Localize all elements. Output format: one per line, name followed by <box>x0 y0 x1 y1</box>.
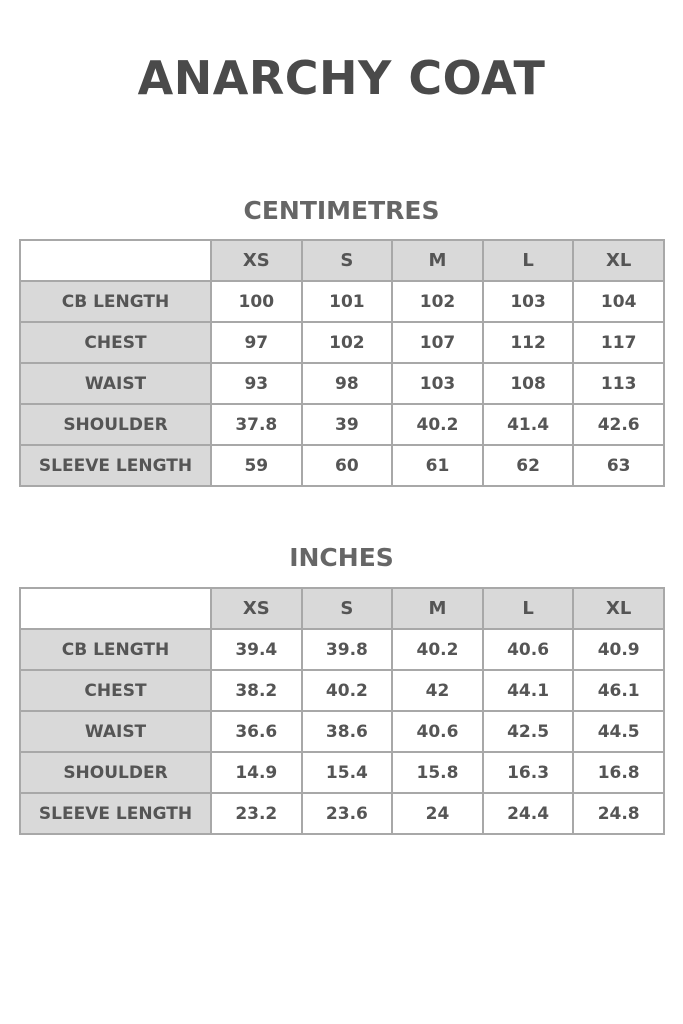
table-cell: 15.8 <box>392 752 483 793</box>
table-cell: 41.4 <box>483 404 574 445</box>
row-label: WAIST <box>20 711 211 752</box>
table-cell: 24.8 <box>573 793 664 834</box>
table-cell: 40.9 <box>573 629 664 670</box>
table-row <box>20 363 664 404</box>
size-header-xs: XS <box>211 240 302 281</box>
row-label: SHOULDER <box>20 404 211 445</box>
size-header-l: L <box>483 240 574 281</box>
row-label: WAIST <box>20 363 211 404</box>
inches-size-table <box>19 587 665 835</box>
table-cell: 62 <box>483 445 574 486</box>
size-header-l: L <box>483 588 574 629</box>
table-cell: 37.8 <box>211 404 302 445</box>
table-cell: 44.5 <box>573 711 664 752</box>
table-cell: 24.4 <box>483 793 574 834</box>
table-cell: 14.9 <box>211 752 302 793</box>
size-header-xl: XL <box>573 588 664 629</box>
size-header-m: M <box>392 588 483 629</box>
table-cell: 23.6 <box>302 793 393 834</box>
table-cell: 39.4 <box>211 629 302 670</box>
table-cell: 103 <box>483 281 574 322</box>
table-cell: 38.6 <box>302 711 393 752</box>
table-cell: 97 <box>211 322 302 363</box>
table-row <box>20 752 664 793</box>
table-cell: 24 <box>392 793 483 834</box>
table-cell: 59 <box>211 445 302 486</box>
table-cell: 16.8 <box>573 752 664 793</box>
table-cell: 63 <box>573 445 664 486</box>
row-label: CHEST <box>20 322 211 363</box>
table-row <box>20 322 664 363</box>
table-cell: 15.4 <box>302 752 393 793</box>
table-row <box>20 445 664 486</box>
table-cell: 100 <box>211 281 302 322</box>
table-row <box>20 629 664 670</box>
table-row <box>20 670 664 711</box>
table-row <box>20 281 664 322</box>
row-label: SLEEVE LENGTH <box>20 445 211 486</box>
table-cell: 40.6 <box>483 629 574 670</box>
table-cell: 98 <box>302 363 393 404</box>
table-cell: 117 <box>573 322 664 363</box>
centimetres-size-table <box>19 239 665 487</box>
table-cell: 104 <box>573 281 664 322</box>
table-cell: 108 <box>483 363 574 404</box>
table-cell: 36.6 <box>211 711 302 752</box>
centimetres-heading: CENTIMETRES <box>243 196 440 225</box>
table-cell: 42.6 <box>573 404 664 445</box>
table-corner-cell <box>20 588 211 629</box>
size-header-xl: XL <box>573 240 664 281</box>
table-cell: 16.3 <box>483 752 574 793</box>
table-header-row <box>20 240 664 281</box>
table-cell: 103 <box>392 363 483 404</box>
table-cell: 93 <box>211 363 302 404</box>
table-cell: 42.5 <box>483 711 574 752</box>
table-cell: 113 <box>573 363 664 404</box>
table-cell: 102 <box>302 322 393 363</box>
table-cell: 102 <box>392 281 483 322</box>
inches-heading: INCHES <box>289 543 394 572</box>
table-cell: 61 <box>392 445 483 486</box>
table-header-row <box>20 588 664 629</box>
table-cell: 39 <box>302 404 393 445</box>
size-header-m: M <box>392 240 483 281</box>
table-cell: 46.1 <box>573 670 664 711</box>
table-cell: 44.1 <box>483 670 574 711</box>
table-corner-cell <box>20 240 211 281</box>
row-label: CB LENGTH <box>20 281 211 322</box>
row-label: CHEST <box>20 670 211 711</box>
size-header-s: S <box>302 240 393 281</box>
table-cell: 101 <box>302 281 393 322</box>
table-cell: 107 <box>392 322 483 363</box>
table-cell: 40.6 <box>392 711 483 752</box>
table-cell: 112 <box>483 322 574 363</box>
table-row <box>20 711 664 752</box>
table-cell: 40.2 <box>392 404 483 445</box>
table-cell: 23.2 <box>211 793 302 834</box>
table-cell: 40.2 <box>392 629 483 670</box>
size-header-xs: XS <box>211 588 302 629</box>
table-cell: 60 <box>302 445 393 486</box>
page-title: ANARCHY COAT <box>137 51 546 105</box>
row-label: SLEEVE LENGTH <box>20 793 211 834</box>
table-row <box>20 404 664 445</box>
table-cell: 38.2 <box>211 670 302 711</box>
table-cell: 40.2 <box>302 670 393 711</box>
table-cell: 39.8 <box>302 629 393 670</box>
row-label: SHOULDER <box>20 752 211 793</box>
size-header-s: S <box>302 588 393 629</box>
table-row <box>20 793 664 834</box>
row-label: CB LENGTH <box>20 629 211 670</box>
table-cell: 42 <box>392 670 483 711</box>
